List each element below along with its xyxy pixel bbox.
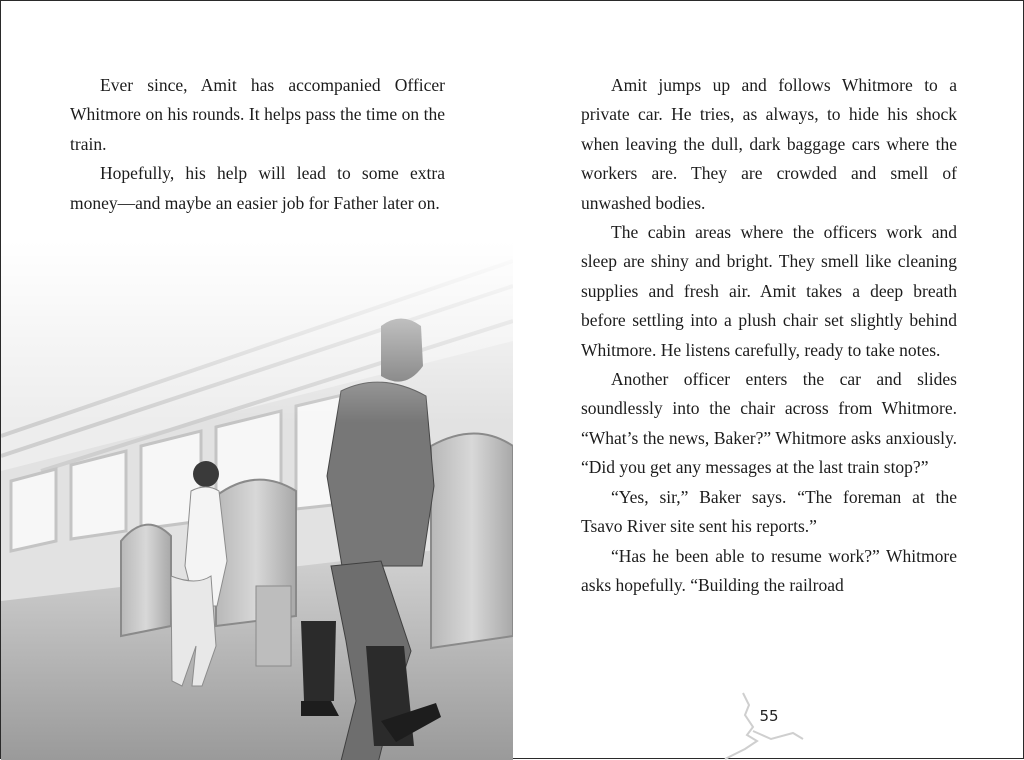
- paragraph: “Yes, sir,” Baker says. “The foreman at the Tsavo River site sent his reports.”: [581, 483, 957, 542]
- left-page: [1, 1, 513, 760]
- paragraph: Hopefully, his help will lead to some extra money—and maybe an easier job for Father later on.: [70, 159, 445, 218]
- paragraph: Ever since, Amit has accompanied Officer Whitmore on his rounds. It helps pass the time on the train.: [70, 71, 445, 159]
- train-car-illustration: [1, 241, 513, 760]
- page-number: 55: [747, 707, 791, 725]
- left-page-text: [70, 71, 445, 218]
- paragraph: Amit jumps up and follows Whitmore to a private car. He tries, as always, to hide his shock when leaving the dull, dark baggage cars where the workers are. They are crowded and smell of unwashed bodies.: [581, 71, 957, 218]
- paragraph: Another officer enters the car and slides soundlessly into the chair across from Whitmore. “What’s the news, Baker?” Whitmore asks anxiously. “Did you get any messages at the last train stop?”: [581, 365, 957, 483]
- right-page-text: [581, 71, 957, 600]
- crack-decoration-icon: [713, 691, 823, 760]
- paragraph: “Has he been able to resume work?” Whitmore asks hopefully. “Building the railroad: [581, 542, 957, 601]
- right-page: [513, 1, 1024, 760]
- paragraph: The cabin areas where the officers work and sleep are shiny and bright. They smell like cleaning supplies and fresh air. Amit takes a deep breath before settling into a plush chair set slightly behind Whitmore. He listens carefully, ready to take notes.: [581, 218, 957, 365]
